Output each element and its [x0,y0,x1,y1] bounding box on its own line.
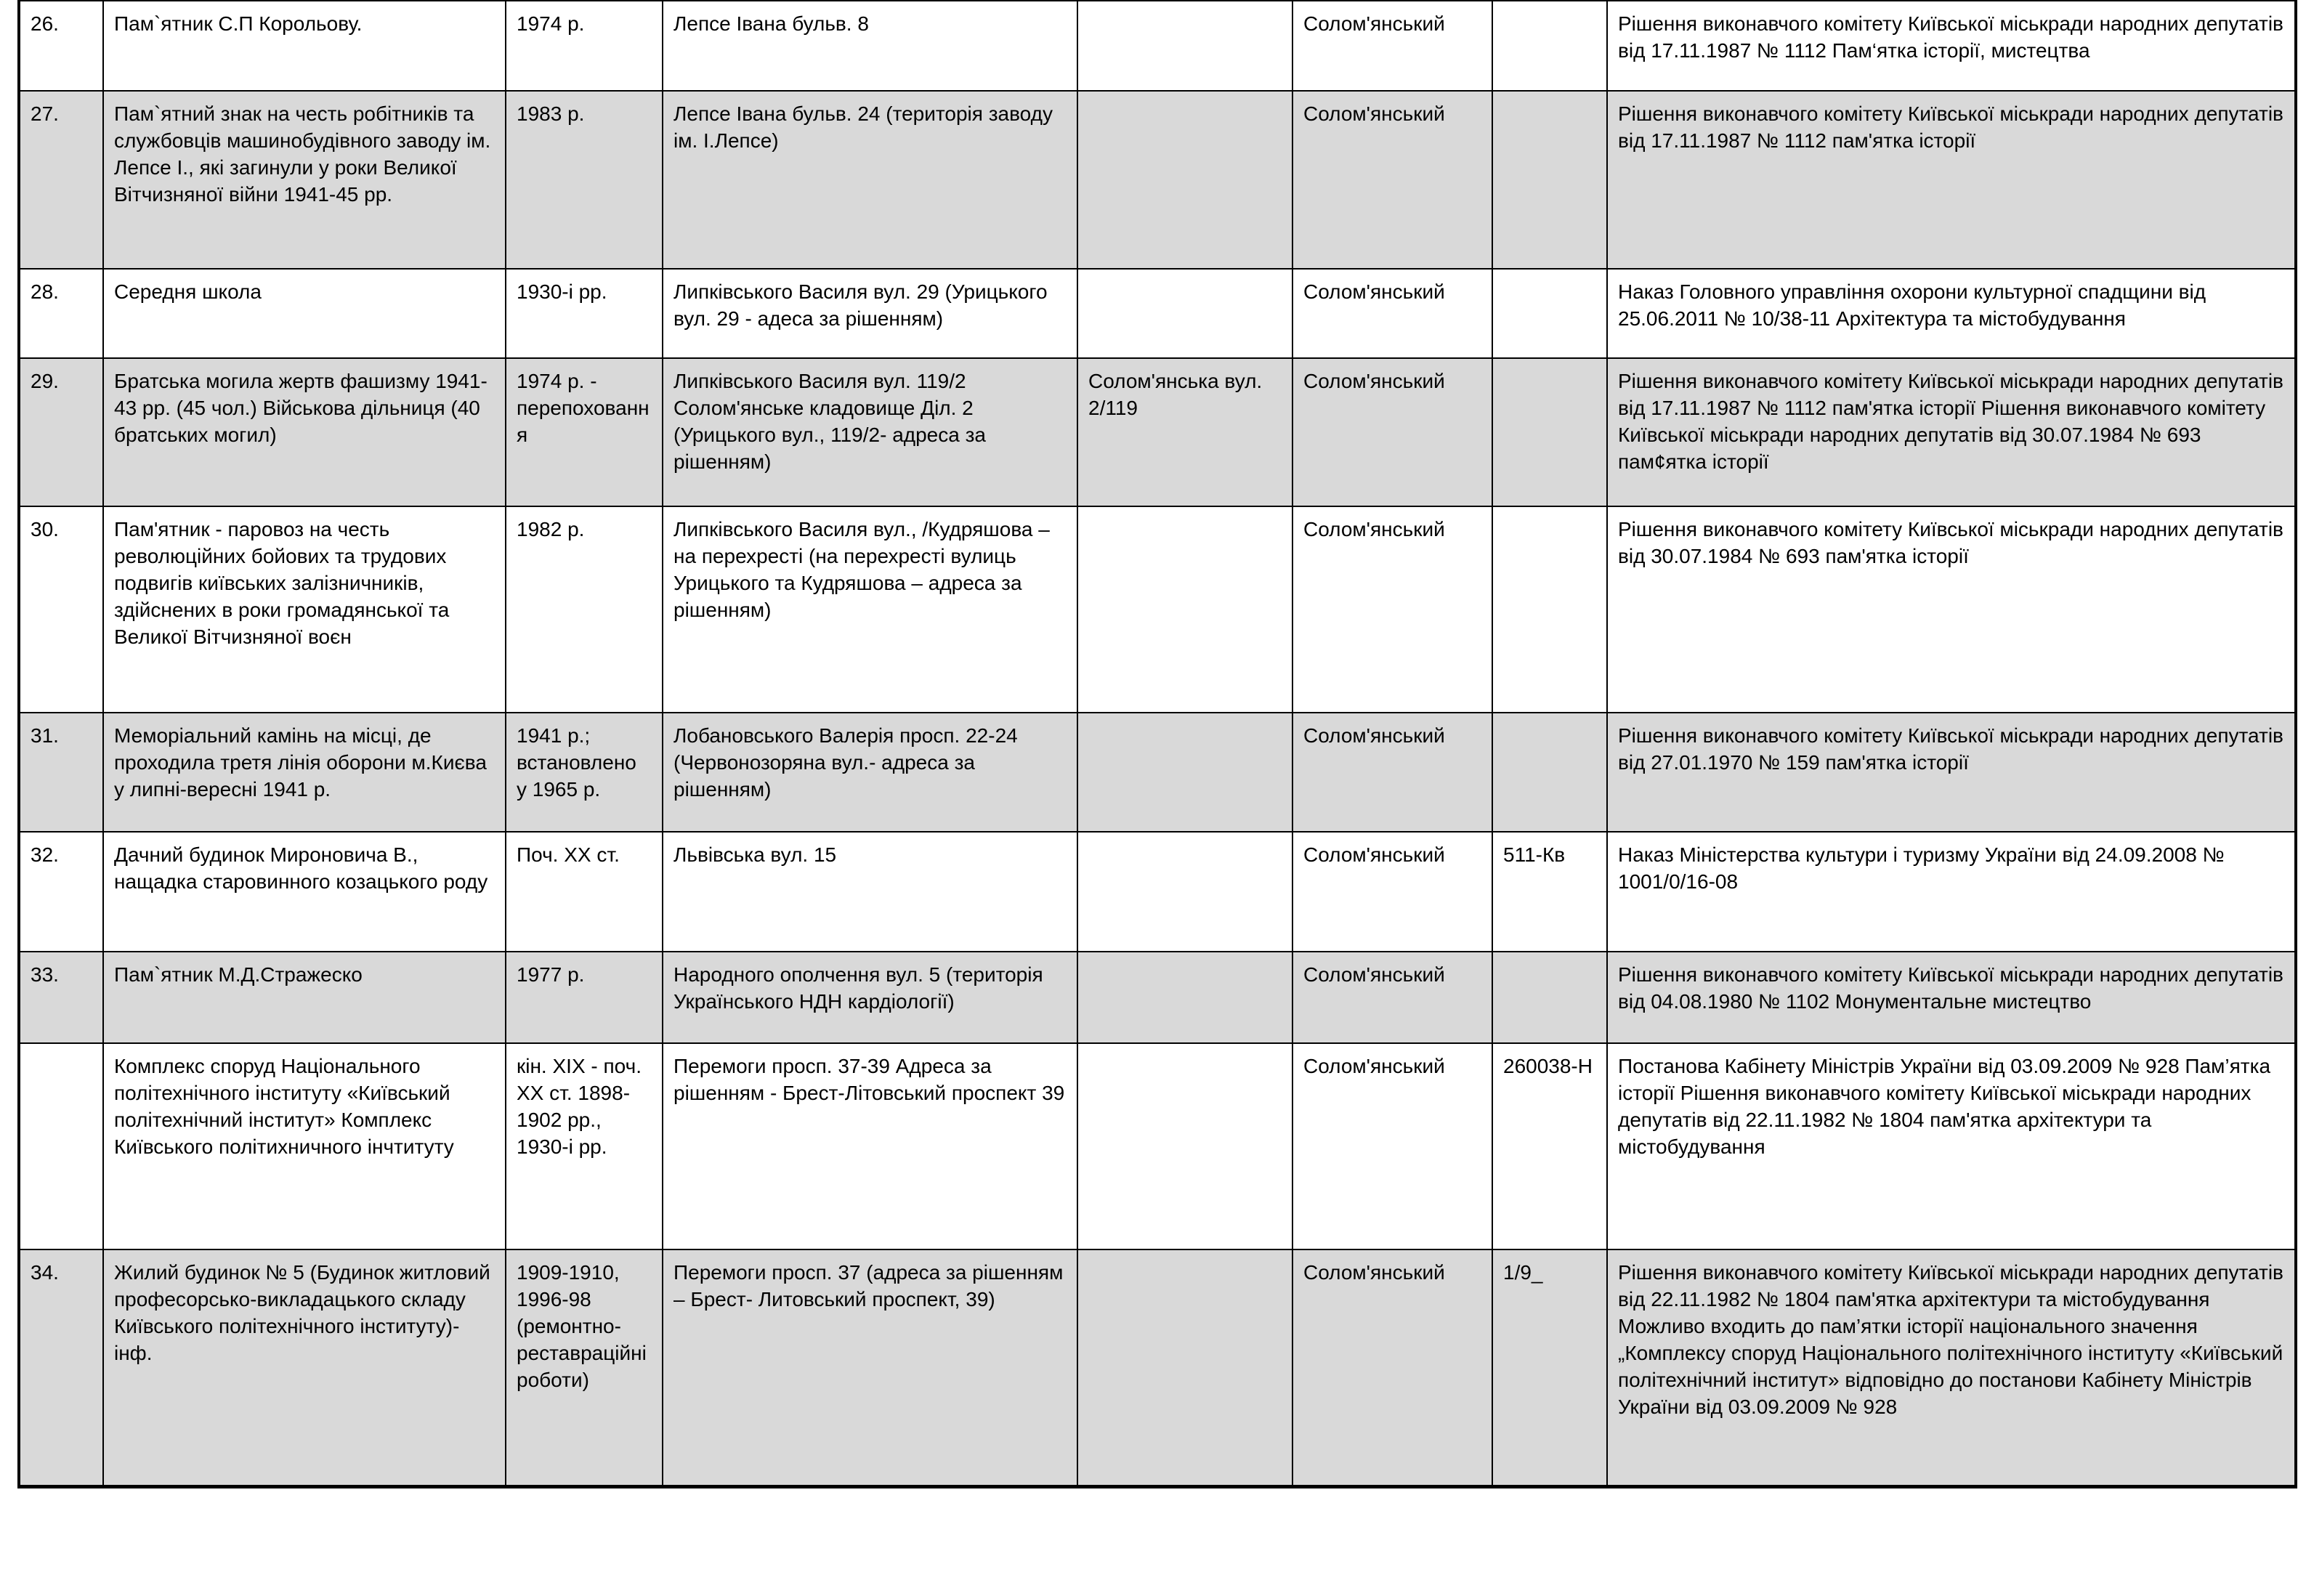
cell-object-name: Меморіальний камінь на місці, де проходила третя лінія оборони м.Києва у липні-вересні 1941 р. [103,713,506,832]
cell-alt-address [1077,832,1292,952]
cell-object-name: Пам`ятник М.Д.Стражеско [103,952,506,1043]
cell-date: 1909-1910, 1996-98 (ремонтно-реставраційні роботи) [506,1249,663,1486]
cell-protection-code [1492,506,1607,713]
table-row [19,269,2296,358]
cell-district: Солом'янський [1292,713,1492,832]
cell-alt-address [1077,1043,1292,1249]
cell-district: Солом'янський [1292,832,1492,952]
cell-number: 29. [19,358,103,506]
table-row [19,952,2296,1043]
cell-number [19,1043,103,1249]
table-row [19,713,2296,832]
cell-district: Солом'янський [1292,1,1492,91]
cell-alt-address [1077,952,1292,1043]
cell-number: 28. [19,269,103,358]
table-row [19,832,2296,952]
cell-date: 1930-і рр. [506,269,663,358]
cell-legal-document: Рішення виконавчого комітету Київської міськради народних депутатів від 30.07.1984 № 693 пам'ятка історії [1607,506,2296,713]
cell-protection-code: 260038-Н [1492,1043,1607,1249]
cell-legal-document: Рішення виконавчого комітету Київської міськради народних депутатів від 27.01.1970 № 159 пам'ятка історії [1607,713,2296,832]
cell-district: Солом'янський [1292,1249,1492,1486]
cell-object-name: Дачний будинок Мироновича В., нащадка старовинного козацького роду [103,832,506,952]
cell-legal-document: Рішення виконавчого комітету Київської міськради народних депутатів від 17.11.1987 № 1112 пам'ятка історії [1607,91,2296,269]
cell-protection-code [1492,91,1607,269]
cell-number: 33. [19,952,103,1043]
cell-date: 1974 р. [506,1,663,91]
cell-date: 1983 р. [506,91,663,269]
cell-legal-document: Постанова Кабінету Міністрів України від 03.09.2009 № 928 Пам’ятка історії Рішення виконавчого комітету Київської міськради народних депутатів від 22.11.1982 № 1804 пам'ятка архітектури та містобудування [1607,1043,2296,1249]
cell-legal-document: Рішення виконавчого комітету Київської міськради народних депутатів від 04.08.1980 № 1102 Монументальне мистецтво [1607,952,2296,1043]
cell-date: 1977 р. [506,952,663,1043]
cell-protection-code [1492,269,1607,358]
cell-address: Липківського Василя вул. 29 (Урицького вул. 29 - адеса за рішенням) [663,269,1077,358]
cell-address: Лепсе Івана бульв. 24 (територія заводу ім. І.Лепсе) [663,91,1077,269]
table-row [19,1,2296,91]
cell-number: 27. [19,91,103,269]
cell-protection-code: 1/9_ [1492,1249,1607,1486]
cell-alt-address [1077,91,1292,269]
cell-protection-code [1492,1,1607,91]
cell-date: 1941 р.; встановлено у 1965 р. [506,713,663,832]
cell-alt-address [1077,1,1292,91]
cell-date: 1974 р. - перепохованн я [506,358,663,506]
cell-object-name: Пам`ятний знак на честь робітників та службовців машинобудівного заводу ім. Лепсе І., які загинули у роки Великої Вітчизняної війни 1941-45 рр. [103,91,506,269]
table-row [19,1249,2296,1486]
cell-object-name: Пам`ятник С.П Корольову. [103,1,506,91]
cell-district: Солом'янський [1292,269,1492,358]
cell-number: 31. [19,713,103,832]
cell-object-name: Братська могила жертв фашизму 1941-43 рр. (45 чол.) Військова дільниця (40 братських могил) [103,358,506,506]
cell-address: Львівська вул. 15 [663,832,1077,952]
cell-protection-code [1492,358,1607,506]
cell-address: Лепсе Івана бульв. 8 [663,1,1077,91]
cell-object-name: Пам'ятник - паровоз на честь революційних бойових та трудових подвигів київських залізничників, здійснених в роки громадянської та Великої Вітчизняної воєн [103,506,506,713]
cell-alt-address [1077,713,1292,832]
cell-protection-code [1492,713,1607,832]
cell-district: Солом'янський [1292,1043,1492,1249]
cell-number: 34. [19,1249,103,1486]
table-row [19,91,2296,269]
cell-district: Солом'янський [1292,91,1492,269]
cell-alt-address [1077,269,1292,358]
cell-legal-document: Наказ Головного управління охорони культурної спадщини від 25.06.2011 № 10/38-11 Архітектура та містобудування [1607,269,2296,358]
cell-legal-document: Наказ Міністерства культури і туризму України від 24.09.2008 № 1001/0/16-08 [1607,832,2296,952]
cell-district: Солом'янський [1292,358,1492,506]
cell-address: Липківського Василя вул., /Кудряшова – на перехресті (на перехресті вулиць Урицького та Кудряшова – адреса за рішенням) [663,506,1077,713]
table-body [19,1,2296,1486]
cell-date: Поч. ХХ ст. [506,832,663,952]
cell-number: 32. [19,832,103,952]
cell-address: Перемоги просп. 37 (адреса за рішенням – Брест- Литовський проспект, 39) [663,1249,1077,1486]
cell-number: 26. [19,1,103,91]
cell-object-name: Комплекс споруд Національного політехнічного інституту «Київський політехнічний інститут» Комплекс Київського політихничного інчтитуту [103,1043,506,1249]
cell-address: Липківського Василя вул. 119/2 Солом'янське кладовище Діл. 2 (Урицького вул., 119/2- адреса за рішенням) [663,358,1077,506]
cell-address: Народного ополчення вул. 5 (територія Українського НДН кардіології) [663,952,1077,1043]
cell-address: Перемоги просп. 37-39 Адреса за рішенням - Брест-Літовський проспект 39 [663,1043,1077,1249]
cell-number: 30. [19,506,103,713]
table-row [19,506,2296,713]
cell-legal-document: Рішення виконавчого комітету Київської міськради народних депутатів від 17.11.1987 № 1112 пам'ятка історії Рішення виконавчого комітету Київської міськради народних депутатів від 30.07.1984 № 693 пам¢ятка історії [1607,358,2296,506]
cell-date: 1982 р. [506,506,663,713]
cell-alt-address [1077,506,1292,713]
cell-protection-code [1492,952,1607,1043]
cell-date: кін. ХІХ - поч. ХХ ст. 1898-1902 рр., 1930-і рр. [506,1043,663,1249]
cell-district: Солом'янський [1292,506,1492,713]
cell-object-name: Жилий будинок № 5 (Будинок житловий професорсько-викладацького складу Київського політехнічного інституту)-інф. [103,1249,506,1486]
table-row [19,1043,2296,1249]
table-row [19,358,2296,506]
cell-alt-address: Солом'янська вул. 2/119 [1077,358,1292,506]
cell-protection-code: 511-Кв [1492,832,1607,952]
cell-legal-document: Рішення виконавчого комітету Київської міськради народних депутатів від 22.11.1982 № 1804 пам'ятка архітектури та містобудування Можливо входить до пам’ятки історії національного значення „Комплексу споруд Національного політехнічного інституту «Київський політехнічний інститут» відповідно до постанови Кабінету Міністрів України від 03.09.2009 № 928 [1607,1249,2296,1486]
cell-object-name: Середня школа [103,269,506,358]
cell-legal-document: Рішення виконавчого комітету Київської міськради народних депутатів від 17.11.1987 № 1112 Пам‘ятка історії, мистецтва [1607,1,2296,91]
cell-alt-address [1077,1249,1292,1486]
cell-district: Солом'янський [1292,952,1492,1043]
cell-address: Лобановського Валерія просп. 22-24 (Червонозоряна вул.- адреса за рішенням) [663,713,1077,832]
monuments-registry-table [17,0,2297,1488]
